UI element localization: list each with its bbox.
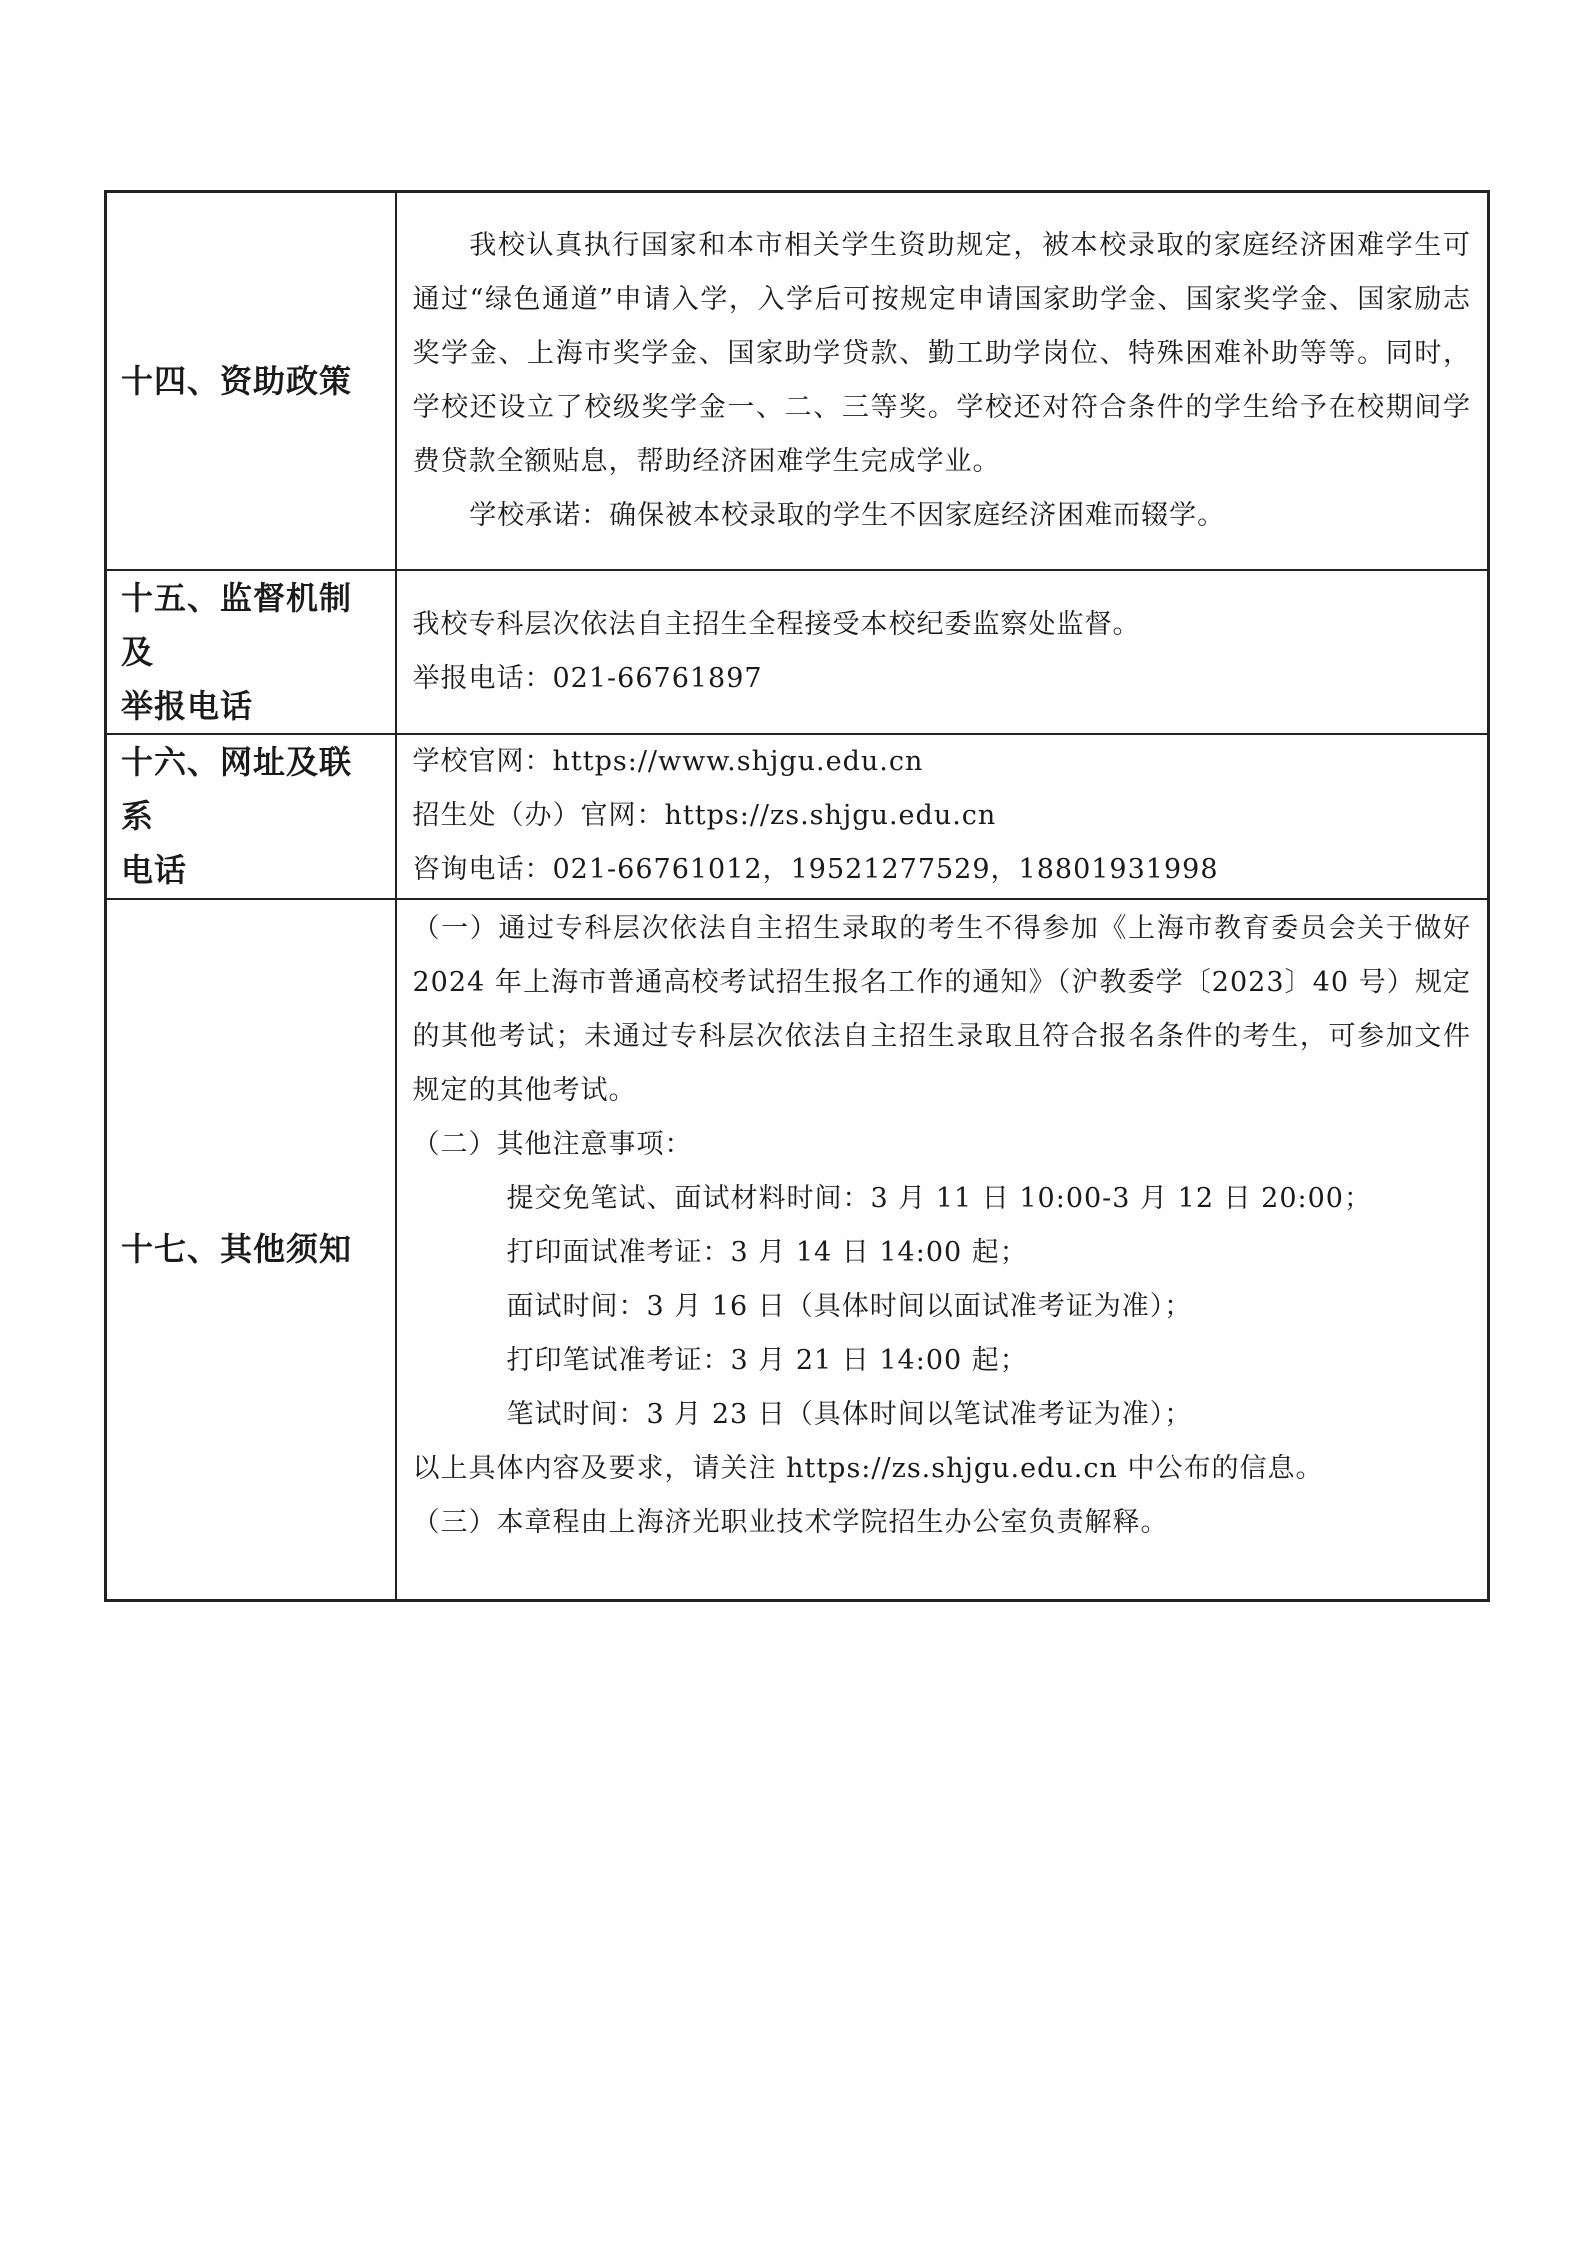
school-commitment-text: 学校承诺：确保被本校录取的学生不因家庭经济困难而辍学。: [469, 499, 1226, 531]
schedule-item: 笔试时间：3 月 23 日（具体时间以笔试准考证为准）；: [506, 1398, 1193, 1430]
row-content-supervision: [396, 570, 1489, 734]
admissions-website: 招生处（办）官网：https://zs.shjgu.edu.cn: [412, 800, 997, 831]
other-notes-item-2-title: （二）其他注意事项：: [412, 1128, 693, 1160]
supervision-statement: 我校专科层次依法自主招生全程接受本校纪委监察处监督。: [412, 608, 1141, 640]
table-row-financial-aid: [106, 192, 1489, 570]
table-row-contact: [106, 734, 1489, 899]
consult-phone: 咨询电话：021-66761012，19521277529，18801931998: [412, 854, 1219, 885]
row-label-financial-aid: 十四、资助政策: [106, 192, 396, 570]
schedule-item: 面试时间：3 月 16 日（具体时间以面试准考证为准）；: [506, 1290, 1193, 1322]
row-label-other-notes: 十七、其他须知: [106, 899, 396, 1601]
row-content-other-notes: [396, 899, 1489, 1601]
other-notes-item-1: （一）通过专科层次依法自主招生录取的考生不得参加《上海市教育委员会关于做好 2024 年上海市普通高校考试招生报名工作的通知》（沪教委学〔2023〕40 号）规定的其他考试；未通过专科层次依法自主招生录取且符合报名条件的考生，可参加文件规定的其他考试。: [412, 912, 1471, 1106]
row-label-supervision-line2: 举报电话: [121, 686, 254, 725]
schedule-item: 打印笔试准考证：3 月 21 日 14:00 起；: [506, 1344, 1028, 1376]
schedule-item: 提交免笔试、面试材料时间：3 月 11 日 10:00-3 月 12 日 20:00；: [506, 1182, 1372, 1214]
schedule-item: 打印面试准考证：3 月 14 日 14:00 起；: [506, 1236, 1028, 1268]
school-website: 学校官网：https://www.shjgu.edu.cn: [412, 746, 924, 777]
other-notes-item-3: （三）本章程由上海济光职业技术学院招生办公室负责解释。: [412, 1506, 1169, 1538]
financial-aid-paragraph: 我校认真执行国家和本市相关学生资助规定，被本校录取的家庭经济困难学生可通过“绿色通道”申请入学，入学后可按规定申请国家助学金、国家奖学金、国家励志奖学金、上海市奖学金、国家助学贷款、勤工助学岗位、特殊困难补助等等。同时，学校还设立了校级奖学金一、二、三等奖。学校还对符合条件的学生给予在校期间学费贷款全额贴息，帮助经济困难学生完成学业。: [412, 229, 1471, 477]
regulations-table: [104, 190, 1490, 1602]
row-label-contact-line1: 十六、网址及联系: [121, 743, 353, 835]
row-content-contact: [396, 734, 1489, 899]
table-row-supervision: [106, 570, 1489, 734]
other-notes-website-note: 以上具体内容及要求，请关注 https://zs.shjgu.edu.cn 中公布的信息。: [412, 1452, 1324, 1484]
report-phone: 举报电话：021-66761897: [412, 662, 763, 694]
row-label-supervision: [106, 570, 396, 734]
table-row-other-notes: [106, 899, 1489, 1601]
row-content-financial-aid: [396, 192, 1489, 570]
row-label-contact: [106, 734, 396, 899]
row-label-contact-line2: 电话: [121, 851, 188, 889]
row-label-supervision-line1: 十五、监督机制及: [121, 578, 353, 671]
